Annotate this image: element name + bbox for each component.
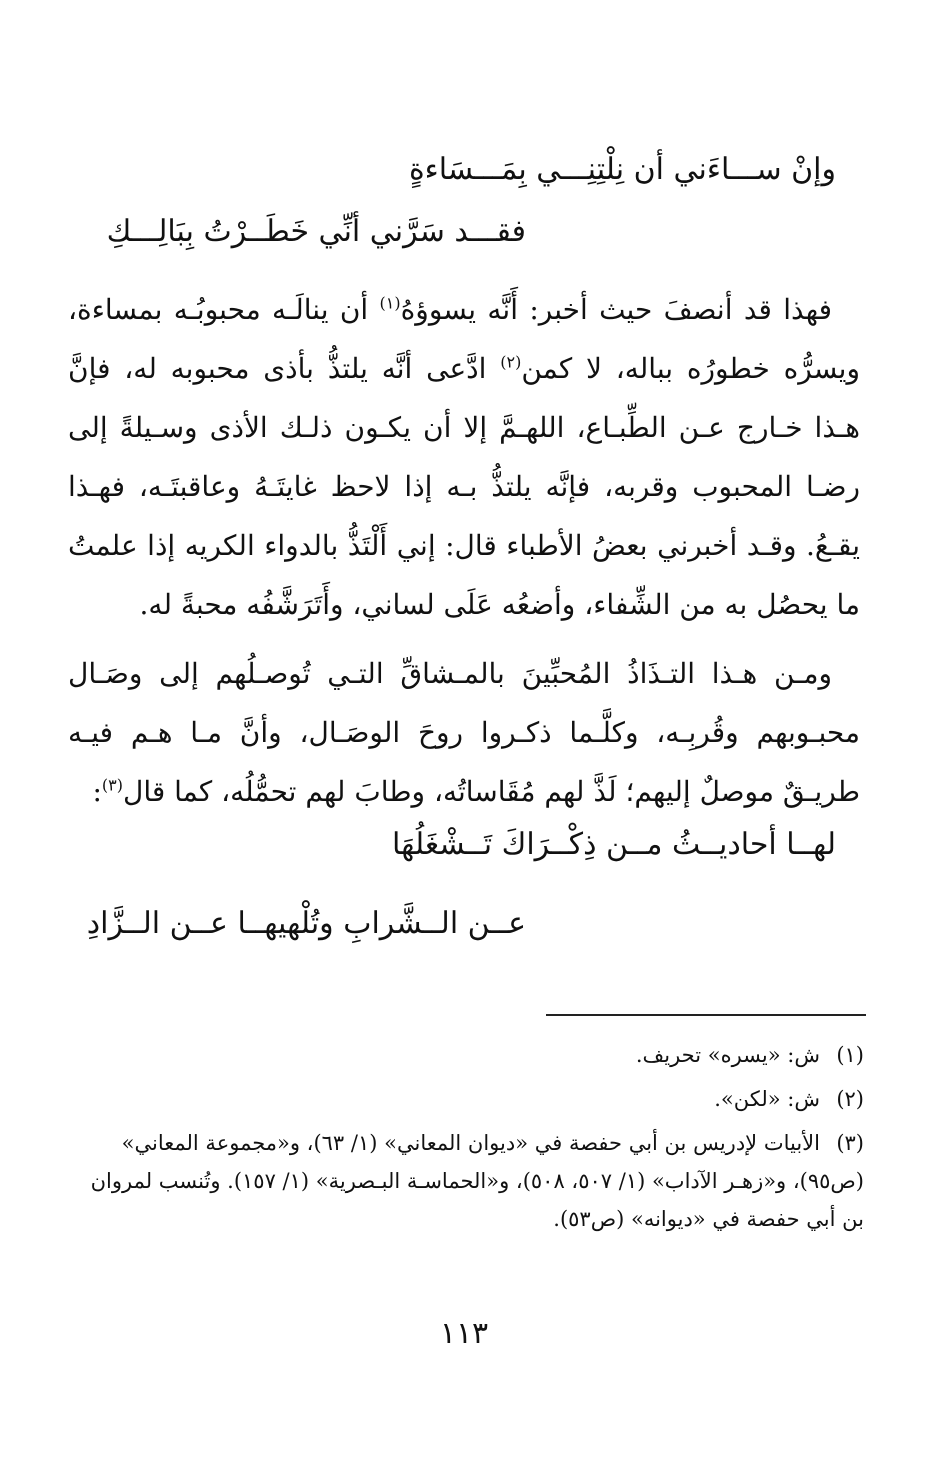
verse-1-second-hemistich: فقـــد سَرَّني أنِّي خَطَــرْتُ بِبَالِـــكِ — [106, 214, 526, 249]
footnote-1-text: ش: «يسره» تحريف. — [635, 1043, 820, 1067]
footnote-ref-1[interactable]: (١) — [379, 293, 401, 313]
footnote-ref-2[interactable]: (٢) — [500, 352, 522, 372]
footnote-1 — [64, 1036, 864, 1074]
footnote-3-number: (٣) — [836, 1131, 864, 1155]
verse-2-first-hemistich: لهــا أحاديــثُ مــن ذِكْــرَاكَ تَــشْغَلُهَا — [392, 827, 836, 862]
footnote-2 — [64, 1080, 864, 1118]
paragraph-2-text-b: : — [92, 775, 102, 808]
paragraph-2 — [68, 644, 860, 821]
verse-1-first-hemistich: وإنْ ســـاءَني أن نِلْتِنِـــي بِمَـــسَاءةٍ — [408, 152, 836, 187]
footnote-2-number: (٢) — [836, 1087, 864, 1111]
footnote-ref-3[interactable]: (٣) — [101, 775, 123, 795]
footnote-3 — [64, 1124, 864, 1238]
paragraph-1-text-b: أن ينالَـه محبوبُـه بمساءة، ويسرُّه خطورُه بباله، لا كمن — [68, 293, 860, 385]
footnote-separator — [546, 1014, 866, 1016]
page-number: ١١٣ — [439, 1316, 489, 1351]
paragraph-1 — [68, 280, 860, 634]
paragraph-2-text-a: ومـن هـذا التـذَاذُ المُحبِّينَ بالمـشاقِّ التـي تُوصـلُهم إلى وصَـال محبـوبهم وقُربِـه، وكلَّـما ذكـروا روحَ الوصَـال، وأنَّ مـا هـم فيـه طريـقٌ موصلٌ إليهم؛ لَذَّ لهم مُقَاساتُه، وطابَ لهم تحمُّلُه، كما قال — [68, 657, 860, 808]
footnote-2-text: ش: «لكن». — [714, 1087, 820, 1111]
footnote-3-text: الأبيات لإدريس بن أبي حفصة في «ديوان المعاني» (١/ ٦٣)، و«مجموعة المعاني» (ص٩٥)، و«زهـر الآداب» (١/ ٥٠٧، ٥٠٨)، و«الحماسـة البـصرية» (١/ ١٥٧). وتُنسب لمروان بن أبي حفصة في «ديوانه» (ص٥٣). — [90, 1131, 864, 1231]
paragraph-1-text-c: ادَّعى أنَّه يلتذُّ بأذى محبوبه له، فإنَّ هـذا خـارج عـن الطِّبـاع، اللهـمَّ إلا أن يكـون ذلـك الأذى وسـيلةً إلى رضـا المحبوب وقربه، فإنَّه يلتذُّ بـه إذا لاحظ غايتَـهُ وعاقبتَـه، فهـذا يقـعُ. وقـد أخبرني بعضُ الأطباء قال: إني أَلْتَذُّ بالدواء الكريه إذا علمتُ ما يحصُل به من الشِّفاء، وأضعُه عَلَى لساني، وأَتَرَشَّفُه محبةً له. — [68, 352, 860, 621]
paragraph-1-text-a: فهذا قد أنصفَ حيث أخبر: أَنَّه يسوؤهُ — [400, 293, 832, 326]
footnote-1-number: (١) — [836, 1043, 864, 1067]
verse-2-second-hemistich: عــن الــشَّرابِ وتُلْهيهــا عــن الــزَّادِ — [86, 906, 526, 941]
